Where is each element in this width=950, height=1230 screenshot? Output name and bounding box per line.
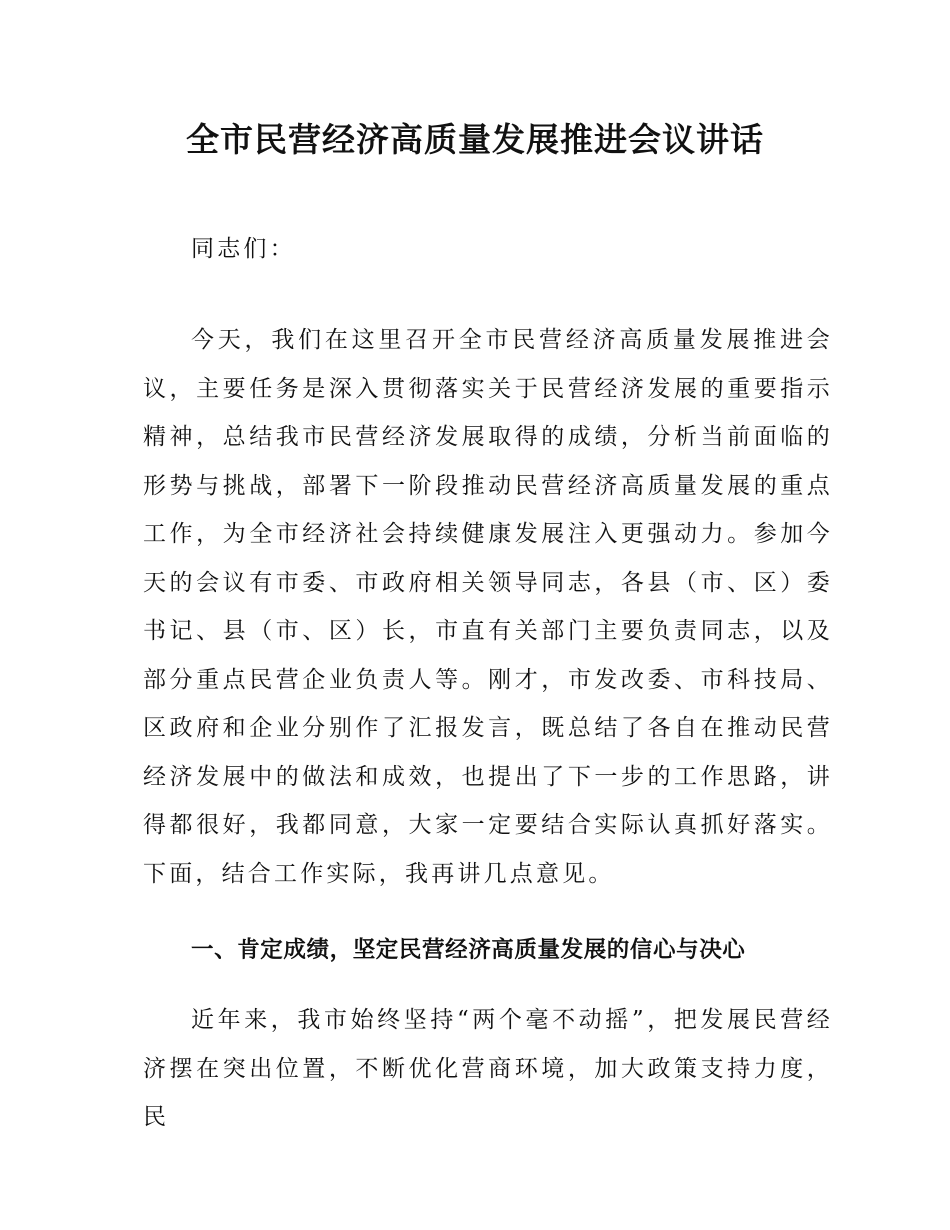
- paragraph-section-1: 近年来，我市始终坚持“两个毫不动摇”，把发展民营经济摆在突出位置，不断优化营商环境，加大政策支持力度，民: [143, 1007, 833, 1130]
- document-title: 全市民营经济高质量发展推进会议讲话: [186, 120, 764, 159]
- section-heading: 一、肯定成绩，坚定民营经济高质量发展的信心与决心: [191, 937, 746, 963]
- greeting: 同志们：: [191, 236, 296, 262]
- paragraph-opening: 今天，我们在这里召开全市民营经济高质量发展推进会议，主要任务是深入贯彻落实关于民营经济发展的重要指示精神，总结我市民营经济发展取得的成绩，分析当前面临的形势与挑战，部署下一阶段推动民营经济高质量发展的重点工作，为全市经济社会持续健康发展注入更强动力。参加今天的会议有市委、市政府相关领导同志，各县（市、区）委书记、县（市、区）长，市直有关部门主要负责同志，以及部分重点民营企业负责人等。刚才，市发改委、市科技局、区政府和企业分别作了汇报发言，既总结了各自在推动民营经济发展中的做法和成效，也提出了下一步的工作思路，讲得都很好，我都同意，大家一定要结合实际认真抓好落实。下面，结合工作实际，我再讲几点意见。: [143, 327, 833, 887]
